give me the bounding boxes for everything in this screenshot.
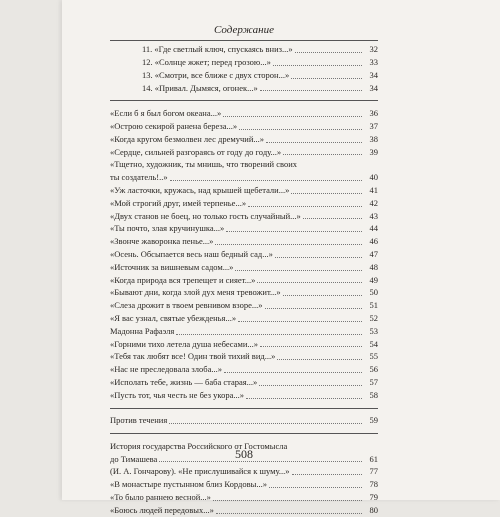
toc-entry-page: 47 (369, 248, 378, 259)
toc-entry-page: 51 (369, 300, 378, 311)
toc-entry-page: 42 (369, 197, 378, 208)
toc-entry[interactable] (110, 107, 378, 120)
toc-entry-page: 40 (369, 172, 378, 183)
toc-entry[interactable] (110, 133, 378, 146)
dot-leader (277, 359, 362, 360)
toc-entry-page: 32 (369, 44, 378, 55)
toc-entry[interactable] (110, 338, 378, 351)
dot-leader (292, 474, 362, 475)
toc-entry-title: (И. А. Гончарову). «Не прислушивайся к шуму...» (110, 466, 290, 477)
dot-leader (260, 90, 362, 91)
dot-leader (169, 423, 362, 424)
toc-entry-title: «Когда кругом безмолвен лес дремучий...» (110, 133, 265, 144)
toc-entry[interactable] (110, 222, 378, 235)
toc-entry-title: «Источник за вишневым садом...» (110, 261, 234, 272)
dot-leader (283, 295, 362, 296)
toc-entry[interactable] (110, 504, 378, 517)
toc-entry-page: 57 (369, 376, 378, 387)
toc-entry[interactable] (110, 376, 378, 389)
dot-leader (238, 321, 362, 322)
toc-entry-page: 34 (369, 82, 378, 93)
toc-entry[interactable] (110, 235, 378, 248)
toc-entry[interactable] (110, 286, 378, 299)
dot-leader (176, 334, 362, 335)
toc-entry[interactable] (110, 158, 378, 171)
toc-entry-page: 48 (369, 261, 378, 272)
dot-leader (170, 180, 362, 181)
toc-entry[interactable] (110, 248, 378, 261)
toc-entry-page: 52 (369, 312, 378, 323)
toc-entry-title: «Если б я был богом океана...» (110, 108, 222, 119)
toc-entry-page: 43 (369, 210, 378, 221)
toc-entry-page: 58 (369, 389, 378, 400)
toc-entry[interactable] (110, 491, 378, 504)
toc-entry-page: 61 (369, 453, 378, 464)
toc-entry-page: 39 (369, 146, 378, 157)
toc-entry-title: «Я вас узнал, святые убежденья...» (110, 312, 237, 323)
toc-entry-page: 55 (369, 351, 378, 362)
table-of-contents (110, 43, 378, 516)
toc-entry-title: до Тимашева (110, 453, 158, 464)
toc-entry[interactable] (110, 82, 378, 95)
dot-leader (260, 346, 362, 347)
dot-leader (259, 385, 362, 386)
dot-leader (275, 257, 362, 258)
dot-leader (283, 154, 362, 155)
page-number: 508 (235, 447, 253, 461)
toc-entry-page: 33 (369, 56, 378, 67)
toc-entry[interactable] (110, 299, 378, 312)
toc-entry[interactable] (110, 146, 378, 159)
toc-entry-title: «Сердце, сильней разгораясь от году до году...» (110, 146, 282, 157)
dot-leader (213, 500, 362, 501)
dot-leader (239, 129, 362, 130)
toc-entry[interactable] (110, 56, 378, 69)
toc-entry-title: «Мой строгий друг, имей терпенье...» (110, 197, 247, 208)
toc-entry[interactable] (110, 69, 378, 82)
toc-entry[interactable] (110, 478, 378, 491)
dot-leader (216, 513, 362, 514)
dot-leader (273, 65, 362, 66)
toc-entry-page: 78 (369, 479, 378, 490)
toc-entry-title: «Исполать тебе, жизнь — баба старая...» (110, 376, 258, 387)
toc-entry-title: «Звонче жаворонка пенье...» (110, 236, 214, 247)
toc-entry-title: «Когда природа вся трепещет и сияет...» (110, 274, 256, 285)
toc-entry-page: 37 (369, 120, 378, 131)
toc-entry[interactable] (110, 312, 378, 325)
toc-entry-page: 34 (369, 69, 378, 80)
toc-entry[interactable] (110, 197, 378, 210)
toc-entry-title: «Острою секирой ранена береза...» (110, 120, 238, 131)
toc-entry[interactable] (110, 261, 378, 274)
toc-entry-title: ты создатель!..» (110, 172, 168, 183)
dot-leader (291, 78, 362, 79)
toc-entry-page: 41 (369, 184, 378, 195)
toc-entry-title: 14. «Привал. Дымяся, огонек...» (142, 82, 258, 93)
dot-leader (295, 52, 362, 53)
toc-entry-title: «Боюсь людей передовых...» (110, 504, 214, 515)
toc-entry-title: «Тебя так любят все! Один твой тихий вид...» (110, 351, 276, 362)
toc-entry-title: «То было раннею весной...» (110, 492, 211, 503)
toc-entry[interactable] (110, 274, 378, 287)
toc-entry-page: 36 (369, 108, 378, 119)
toc-entry-page: 56 (369, 364, 378, 375)
toc-entry-title: 12. «Солнце жжет; перед грозою...» (142, 56, 271, 67)
toc-entry-page: 54 (369, 338, 378, 349)
dot-leader (248, 206, 362, 207)
section-separator (110, 427, 378, 440)
toc-entry-title: «Бывают дни, когда злой дух меня тревожит...» (110, 287, 281, 298)
toc-entry-title: «Нас не преследовала злоба...» (110, 364, 222, 375)
toc-entry[interactable] (110, 171, 378, 184)
toc-entry[interactable] (110, 465, 378, 478)
toc-entry-title: 13. «Смотри, все ближе с двух сторон...» (142, 69, 290, 80)
toc-entry-page: 80 (369, 504, 378, 515)
dot-leader (226, 231, 362, 232)
toc-entry-title: Мадонна Рафаэля (110, 325, 175, 336)
toc-entry-page: 77 (369, 466, 378, 477)
dot-leader (303, 218, 362, 219)
toc-entry-title: «Двух станов не боец, но только гость случайный...» (110, 210, 301, 221)
section-separator (110, 94, 378, 107)
toc-entry-page: 59 (369, 415, 378, 426)
toc-entry-title: «Уж ласточки, кружась, над крышей щебетали...» (110, 184, 290, 195)
toc-entry[interactable] (110, 350, 378, 363)
dot-leader (265, 308, 362, 309)
toc-entry-page: 53 (369, 325, 378, 336)
toc-entry[interactable] (110, 43, 378, 56)
dot-leader (224, 372, 362, 373)
toc-entry-title: «Ты почто, злая кручинушка...» (110, 223, 225, 234)
toc-entry-title: История государства Российского от Гостомысла (110, 440, 288, 451)
header-rule (110, 40, 378, 41)
dot-leader (246, 398, 362, 399)
toc-entry-title: «Осень. Обсыпается весь наш бедный сад...» (110, 248, 273, 259)
toc-entry[interactable] (110, 184, 378, 197)
page-header-title: Содержание (213, 24, 274, 36)
toc-entry[interactable] (110, 210, 378, 223)
toc-entry-page: 79 (369, 492, 378, 503)
toc-entry[interactable] (110, 325, 378, 338)
dot-leader (257, 282, 362, 283)
dot-leader (269, 487, 362, 488)
toc-entry[interactable] (110, 414, 378, 427)
toc-entry-page: 49 (369, 274, 378, 285)
section-separator (110, 402, 378, 415)
toc-entry[interactable] (110, 120, 378, 133)
toc-entry-title: «Пусть тот, чья честь не без укора...» (110, 389, 244, 400)
toc-entry[interactable] (110, 389, 378, 402)
dot-leader (266, 142, 362, 143)
toc-entry-title: 11. «Где светлый ключ, спускаясь вниз...» (142, 44, 293, 55)
toc-entry-page: 46 (369, 236, 378, 247)
dot-leader (291, 193, 362, 194)
toc-entry-page: 38 (369, 133, 378, 144)
dot-leader (215, 244, 362, 245)
toc-entry-page: 44 (369, 223, 378, 234)
dot-leader (223, 116, 362, 117)
toc-entry-title: «Тщетно, художник, ты мнишь, что творений своих (110, 159, 297, 170)
toc-entry-title: «Слеза дрожит в твоем ревнивом взоре...» (110, 300, 263, 311)
toc-entry-title: «В монастыре пустынном близ Кордовы...» (110, 479, 267, 490)
toc-entry-title: «Горними тихо летела душа небесами...» (110, 338, 259, 349)
toc-entry[interactable] (110, 363, 378, 376)
dot-leader (235, 270, 362, 271)
toc-entry-title: Против течения (110, 415, 168, 426)
toc-entry-page: 50 (369, 287, 378, 298)
